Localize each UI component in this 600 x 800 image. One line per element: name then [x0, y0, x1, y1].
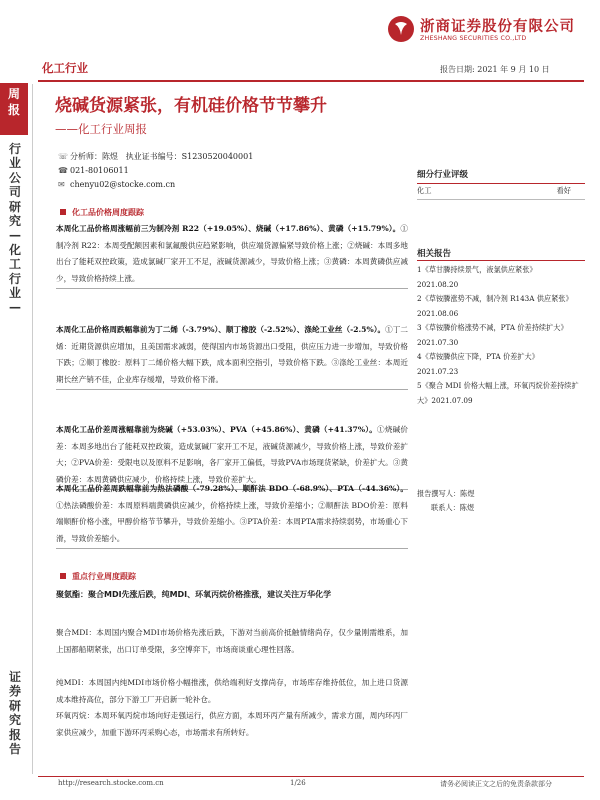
- industry-label: 化工行业: [42, 61, 88, 75]
- related-report-item[interactable]: 3《草铵膦价格涨势不减，PTA 价差持续扩大》2021.07.30: [417, 323, 568, 347]
- related-report-date: 2021.08.20: [417, 279, 459, 289]
- report-subtitle: ——化工行业周报: [55, 122, 147, 136]
- bullet-square-icon: [60, 209, 66, 215]
- related-divider: [417, 260, 585, 261]
- related-report-item[interactable]: 5《聚合 MDI 价格大幅上涨，环氧丙烷价差持续扩大》2021.07.09: [417, 381, 579, 405]
- paragraph-polymeric-mdi: 聚合MDI：本周国内聚合MDI市场价格先涨后跌，下游对当前高价抵触情绪尚存，仅少量刚需维系，加上国都船期紧张，出口订单受限，多空博弈下，市场商谈重心理性回落。: [56, 628, 408, 654]
- report-type-label: 周报: [7, 87, 20, 117]
- vertical-report-kind: 证券研究报告: [8, 670, 21, 757]
- rating-bottom-divider: [417, 199, 585, 200]
- report-title: 烧碱货源紧张，有机硅价格节节攀升: [55, 96, 327, 116]
- report-writer: 报告撰写人：陈煜: [417, 489, 475, 498]
- logo-english-name: ZHESHANG SECURITIES CO.,LTD: [420, 35, 527, 42]
- paragraph-price-gain: 本周化工品价格周涨幅前三为制冷剂 R22（+19.05%）、烧碱（+17.86%）、黄磷（+15.79%）。①制冷剂 R22：本周受配额因素和氯氟酸供应趋紧影响，供应端货源偏紧导致价格上涨；②烧碱：本周多地出台了能耗双控政策，造成氯碱厂家开工不足，液碱货源减少，导致价格上涨；③黄磷：本周黄磷供应减少，导致价格持续上涨。: [56, 221, 408, 289]
- author-block: [58, 150, 253, 192]
- email-icon: ✉: [58, 180, 65, 189]
- page-number: 1/26: [290, 779, 306, 787]
- paragraph-spread-drop: 本周化工品价差周跌幅靠前为热法磷酸（-79.28%）、顺酐法 BDO（-68.9%）、PTA（-44.36%）。①热法磷酸价差：本周原料端黄磷供应减少，价格持续上涨，导致价差缩小；②顺酐法 BDO价差：原料端顺酐价格小涨，甲醇价格节节攀升，导致价差缩小。③PTA价差：本周PTA需求持续弱势，市场重心下滑，导致价差缩小。: [56, 481, 408, 549]
- contact-block: [417, 487, 585, 515]
- author-cert: 执业证书编号：S1230520040001: [125, 152, 254, 161]
- paragraph-price-drop: 本周化工品价格周跌幅靠前为丁二烯（-3.79%）、顺丁橡胶（-2.52%）、涤纶工业丝（-2.5%）。①丁二烯：近期货源供应增加，且美国需求减弱，使得国内市场货源出口受阻，供应压力进一步增加，导致价格下跌；②顺丁橡胶：原料丁二烯价格大幅下跌，成本面利空指引，导致价格下跌。③涤纶工业丝：本周近期长丝产销不佳，企业库存缓增，导致价格下滑。: [56, 322, 408, 390]
- rating-value: 看好: [556, 186, 571, 195]
- footer-divider: [38, 776, 584, 777]
- related-report-item[interactable]: 2《草铵膦涨势不减，制冷剂 R143A 供应紧张》2021.08.06: [417, 294, 573, 318]
- rating-title: 细分行业评级: [417, 170, 469, 180]
- section-heading-price-tracking: 化工品价格周度跟踪: [60, 207, 144, 218]
- footer-disclaimer: 请务必阅读正文之后的免责条款部分: [440, 780, 552, 788]
- related-reports-list: [417, 263, 585, 408]
- paragraph-pure-mdi: 纯MDI：本周国内纯MDI市场价格小幅推涨，供给端利好支撑尚存，市场库存维持低位，加上进口货源成本维持高位，部分下游工厂开启新一轮补仓。: [56, 678, 408, 704]
- rating-divider: [417, 183, 585, 184]
- paragraph-propylene-oxide: 环氧丙烷：本周环氧丙烷市场向好走强运行，供应方面，本周环丙产量有所减少，需求方面，周内环丙厂家供应减少，加重下游环丙采购心态，市场需求有所转好。: [56, 711, 408, 737]
- report-date: 报告日期: 2021 年 9 月 10 日: [440, 65, 550, 74]
- rating-row: [417, 186, 585, 196]
- vertical-category-text: 行业公司研究—化工行业—: [8, 142, 21, 315]
- rating-sector: 化工: [417, 186, 432, 195]
- sidebar-divider: [32, 84, 33, 774]
- related-report-item[interactable]: 1《草甘膦持续景气，液氯供应紧张》: [417, 265, 537, 274]
- section-heading-industry-tracking: 重点行业周度跟踪: [60, 571, 136, 582]
- footer-website[interactable]: http://research.stocke.com.cn: [58, 779, 164, 787]
- author-phone: 021-80106011: [70, 166, 129, 175]
- paragraph-polyurethane-headline: 聚氨酯：聚合MDI先涨后跌，纯MDI、环氧丙烷价格推涨，建议关注万华化学: [56, 590, 332, 599]
- paragraph-spread-gain: 本周化工品价差周涨幅靠前为烧碱（+53.03%）、PVA（+45.86%）、黄磷（+41.37%）。①烧碱价差：本周多地出台了能耗双控政策，造成氯碱厂家开工不足，液碱货源减少，导致价格上涨，导致价差扩大；②PVA价差：受限电以及原料不足影响，各厂家开工偏低，导致PVA市场现货紧缺，价差扩大。③黄磷价差：本周黄磷供应减少，价格持续上涨，导致价差扩大。: [56, 422, 408, 490]
- person-icon: ☏: [58, 152, 69, 161]
- author-name: 分析师：陈煜: [70, 152, 118, 161]
- related-report-date: 2021.07.23: [417, 366, 459, 376]
- related-reports-title: 相关报告: [417, 249, 452, 259]
- phone-icon: ☎: [58, 166, 68, 175]
- bullet-square-icon: [60, 573, 66, 579]
- author-email[interactable]: chenyu02@stocke.com.cn: [70, 180, 176, 189]
- logo-mark-icon: [388, 16, 414, 42]
- contact-person: 联系人：陈煜: [431, 503, 475, 512]
- related-report-item[interactable]: 4《草铵膦供应下降，PTA 价差扩大》: [417, 352, 539, 361]
- logo-chinese-name: 浙商证券股份有限公司: [420, 19, 575, 35]
- company-logo: [368, 14, 593, 46]
- header-divider: [38, 80, 584, 82]
